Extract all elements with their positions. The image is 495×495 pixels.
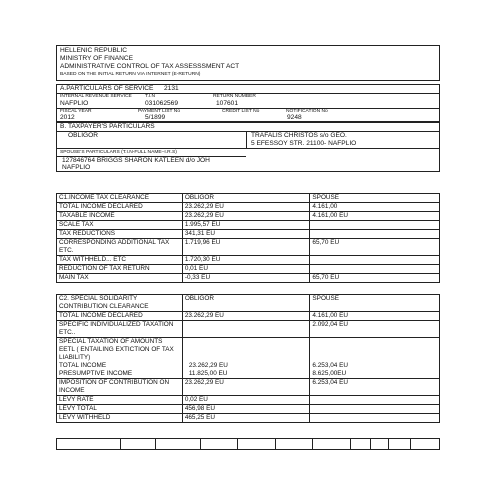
spouse-value bbox=[310, 414, 440, 423]
c1-income-tax-table bbox=[56, 193, 440, 283]
presumptive-income-obligor: 11.825,00 EU bbox=[188, 370, 228, 377]
spouse-value: 4.161,00 EU bbox=[310, 312, 440, 321]
row-label: TAX WITHHELD... ETC bbox=[57, 256, 183, 265]
c2-spouse-header: SPOUSE bbox=[310, 295, 440, 312]
spouse-value bbox=[310, 221, 440, 230]
table-row bbox=[57, 405, 440, 414]
spouse-value bbox=[310, 405, 440, 414]
obligor-value: 23.262,29 EU bbox=[182, 212, 310, 221]
spouse-value: 65,70 EU bbox=[310, 274, 440, 283]
tin-value: 031062569 bbox=[145, 100, 179, 107]
strip-divider bbox=[237, 438, 238, 450]
spouse-value: 4.161,00 bbox=[310, 203, 440, 212]
row-label bbox=[57, 338, 183, 379]
row-label: LEVY RATE bbox=[57, 396, 183, 405]
obligor-value: 23.262,29 EU bbox=[182, 379, 310, 396]
obligor-label: OBLIGOR bbox=[68, 132, 99, 139]
obligor-value: 1.719,96 EU bbox=[182, 239, 310, 256]
table-row bbox=[57, 338, 440, 379]
table-row bbox=[57, 414, 440, 423]
table-row bbox=[57, 230, 440, 239]
strip-divider bbox=[155, 438, 156, 450]
table-row bbox=[57, 274, 440, 283]
spouse-value: 65,70 EU bbox=[310, 239, 440, 256]
table-header-row bbox=[57, 295, 440, 312]
row-label: IMPOSITION OF CONTRIBUTION ON INCOME bbox=[57, 379, 183, 396]
service-code: 2131 bbox=[164, 85, 179, 92]
obligor-value: -0,33 EU bbox=[182, 274, 310, 283]
strip-divider bbox=[275, 438, 276, 450]
spouse-particulars-label: SPOUSE'S PARTICULARS (T.I.N-FULL NAME–I.R.S) bbox=[60, 150, 177, 155]
obligor-value: 23.262,29 EU bbox=[182, 312, 310, 321]
payment-list-label: PAYMENT LIST No bbox=[138, 109, 181, 114]
c1-obligor-header: OBLIGOR bbox=[182, 194, 310, 203]
row-label: MAIN TAX bbox=[57, 274, 183, 283]
presumptive-income-label: PRESUMPTIVE INCOME bbox=[59, 370, 133, 377]
spouse-line-2: NAFPLIO bbox=[62, 164, 91, 171]
table-header-row bbox=[57, 194, 440, 203]
special-taxation-label: SPECIAL TAXATION OF AMOUNTS EETL ( ENTAILING EXTICTION OF TAX LIABILITY) bbox=[59, 338, 174, 361]
return-number-value: 107601 bbox=[216, 100, 239, 107]
spouse-value bbox=[310, 396, 440, 405]
obligor-value: 23.262,29 EU bbox=[182, 203, 310, 212]
strip-divider bbox=[312, 438, 313, 450]
obligor-value: 465,25 EU bbox=[182, 414, 310, 423]
strip-divider bbox=[350, 438, 351, 450]
strip-divider bbox=[200, 438, 201, 450]
table-row bbox=[57, 321, 440, 338]
bottom-empty-strip bbox=[56, 438, 440, 450]
table-row bbox=[57, 312, 440, 321]
section-b-divider bbox=[56, 131, 440, 132]
obligor-value: 341,31 EU bbox=[182, 230, 310, 239]
c1-spouse-header: SPOUSE bbox=[310, 194, 440, 203]
presumptive-income-spouse: 8.625,00EU bbox=[312, 370, 347, 377]
spouse-value: 2.092,04 EU bbox=[310, 321, 440, 338]
table-row bbox=[57, 221, 440, 230]
credit-list-label: CREDIT LIST No bbox=[222, 109, 260, 114]
header-line-2: MINISTRY OF FINANCE bbox=[60, 55, 134, 62]
total-income-spouse: 6.253,04 EU bbox=[312, 362, 348, 369]
spouse-value: 6.253,04 EU bbox=[310, 379, 440, 396]
obligor-value: 456,98 EU bbox=[182, 405, 310, 414]
row-label: SCALE TAX bbox=[57, 221, 183, 230]
section-b-title: B. TAXPAYER'S PARTICULARS bbox=[60, 123, 155, 130]
table-row bbox=[57, 212, 440, 221]
header-line-4: BASED ON THE INITIAL RETURN VIA INTERNET (E-RETURN) bbox=[60, 72, 201, 77]
c2-obligor-header: OBLIGOR bbox=[182, 295, 310, 312]
table-row bbox=[57, 256, 440, 265]
obligor-value: 1.995,57 EU bbox=[182, 221, 310, 230]
fiscal-year-label: FISCAL YEAR bbox=[60, 109, 92, 114]
table-row bbox=[57, 265, 440, 274]
row-label: TAXABLE INCOME bbox=[57, 212, 183, 221]
spouse-value bbox=[310, 265, 440, 274]
section-b-vertical bbox=[246, 131, 247, 148]
obligor-value bbox=[182, 338, 310, 379]
address-line-2: 5 EFESSOY STR. 21100- NAFPLIO bbox=[251, 140, 357, 147]
table-row bbox=[57, 239, 440, 256]
row-label: LEVY TOTAL bbox=[57, 405, 183, 414]
spouse-line-1: 127846764 BRIGGS SHARON KATLEEN d/o JOH bbox=[62, 157, 210, 164]
tin-label: T.I.N bbox=[145, 94, 156, 99]
c1-title: C1.INCOME TAX CLEARANCE bbox=[57, 194, 183, 203]
row-label: TOTAL INCOME DECLARED bbox=[57, 203, 183, 212]
table-row bbox=[57, 203, 440, 212]
section-a-title: A.PARTICULARS OF SERVICE bbox=[60, 85, 154, 92]
total-income-obligor: 23.262,29 EU bbox=[188, 362, 228, 369]
obligor-value: 0,01 EU bbox=[182, 265, 310, 274]
spouse-value bbox=[310, 230, 440, 239]
notification-value: 9248 bbox=[287, 114, 302, 121]
obligor-value: 0,02 EU bbox=[182, 396, 310, 405]
table-row bbox=[57, 379, 440, 396]
obligor-value bbox=[182, 321, 310, 338]
strip-divider bbox=[410, 438, 411, 450]
header-line-1: HELLENIC REPUBLIC bbox=[60, 47, 128, 54]
total-income-label: TOTAL INCOME bbox=[59, 362, 107, 369]
spouse-value bbox=[310, 338, 440, 379]
spouse-value bbox=[310, 256, 440, 265]
payment-list-value: 5/1899 bbox=[145, 114, 166, 121]
strip-divider bbox=[388, 438, 389, 450]
c2-solidarity-table bbox=[56, 294, 440, 423]
row-label: TAX REDUCTIONS bbox=[57, 230, 183, 239]
address-line-1: TRAFALIS CHRISTOS s/o GEO. bbox=[251, 132, 347, 139]
section-b-divider-2 bbox=[56, 148, 440, 149]
notification-label: NOTIFICATION No bbox=[286, 109, 328, 114]
c2-title: C2. SPECIAL SOLIDARITY CONTRIBUTION CLEARANCE bbox=[57, 295, 183, 312]
row-label: LEVY WITHHELD bbox=[57, 414, 183, 423]
header-line-3: ADMINISTRATIVE CONTROL OF TAX ASSESSSMENT ACT bbox=[60, 63, 240, 70]
obligor-value: 1.720,30 EU bbox=[182, 256, 310, 265]
strip-divider bbox=[120, 438, 121, 450]
strip-divider bbox=[370, 438, 371, 450]
row-label: TOTAL INCOME DECLARED bbox=[57, 312, 183, 321]
ir-service-label: INTERNAL REVENUE SERVICE bbox=[60, 94, 132, 99]
ir-service-value: NAFPLIO bbox=[60, 100, 89, 107]
fiscal-year-value: 2012 bbox=[60, 114, 75, 121]
row-label: REDUCTION OF TAX RETURN bbox=[57, 265, 183, 274]
spouse-value: 4.161,00 EU bbox=[310, 212, 440, 221]
table-row bbox=[57, 396, 440, 405]
row-label: SPECIFIC INDIVIDUALIZED TAXATION ETC.. bbox=[57, 321, 183, 338]
return-number-label: RETURN NUMBER bbox=[213, 94, 256, 99]
row-label: CORRESPONDING ADDITIONAL TAX ETC. bbox=[57, 239, 183, 256]
